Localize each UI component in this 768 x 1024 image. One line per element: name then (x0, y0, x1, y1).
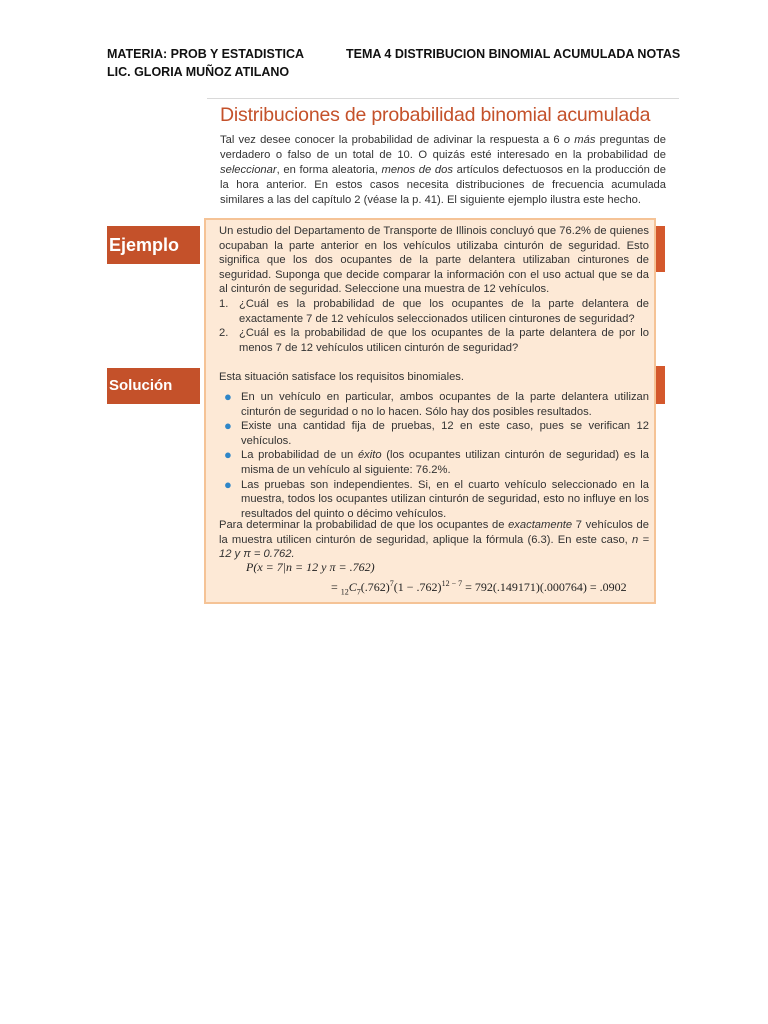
final-text-2: 7 vehículos de la muestra utilicen cinturón de seguridad, aplique la fórmula (6.3). En este caso, (219, 519, 649, 546)
bullet-dot-icon: ● (224, 389, 232, 404)
solution-final-paragraph (219, 518, 649, 562)
header-subject: MATERIA: PROB Y ESTADISTICA (107, 47, 305, 61)
example-text: Un estudio del Departamento de Transporte de Illinois concluyó que 76.2% de quienes ocupaban la parte anterior en los vehículos utilizaba cinturón de seguridad. Esto significa que los dos ocupantes de la parte delantera utilizaban cinturones de seguridad. Suponga que decide comparar la información con el uso actual que se da al cinturón de seguridad. Seleccione una muestra de 12 vehículos. (219, 225, 649, 296)
header-topic: TEMA 4 DISTRIBUCION BINOMIAL ACUMULADA NOTAS (346, 47, 681, 61)
solution-accent-bar (656, 366, 665, 404)
formula-q-term: (1 − .762) (393, 580, 442, 594)
bullet-item (219, 419, 649, 448)
intro-emphasis-1: o más (563, 134, 596, 146)
bullet-item (219, 448, 649, 477)
formula-line-1 (246, 560, 375, 575)
bullet-text-end: (los ocupantes utilizan cinturón de seguridad) es la misma de un vehículo al siguiente: 76.2%. (241, 449, 649, 476)
section-title: Distribuciones de probabilidad binomial acumulada (220, 104, 651, 126)
intro-text-3: , en forma aleatoria, (276, 164, 382, 176)
formula-q-exp: 12 − 7 (441, 579, 463, 588)
bullet-text: En un vehículo en particular, ambos ocupantes de la parte delantera utilizan cinturón de seguridad o no lo hacen. Sólo hay dos posibles resultados. (241, 391, 649, 418)
question-number: 1. (219, 298, 229, 310)
question-text: ¿Cuál es la probabilidad de que los ocupantes de la parte delantera de exactamente 7 de 12 vehículos seleccionados utilicen cinturones de seguridad? (239, 298, 649, 325)
final-params: n = 12 y π = 0.762. (219, 533, 649, 561)
bullet-text: Las pruebas son independientes. Si, en el cuarto vehículo seleccionado en la muestra, todos los ocupantes utilizan cinturón de seguridad, esto no influye en los resultados del quinto o décimo vehículos. (241, 478, 649, 520)
solution-lead: Esta situación satisface los requisitos binomiales. (219, 371, 464, 383)
formula-probability: P(x = 7|n = 12 y π = .762) (246, 560, 375, 574)
top-divider (207, 98, 679, 99)
intro-emphasis-2: seleccionar (220, 164, 277, 176)
final-emphasis: exactamente (508, 519, 573, 531)
bullet-text: Existe una cantidad fija de pruebas, 12 en este caso, pues se verifican 12 vehículos. (241, 420, 649, 447)
question-list (219, 297, 649, 355)
formula-k-sub: 7 (356, 587, 361, 597)
formula-result: = 792(.149171)(.000764) = .0902 (462, 580, 627, 594)
question-text: ¿Cuál es la probabilidad de que los ocupantes de la parte delantera de por lo menos 7 de 12 vehículos utilicen cinturón de seguridad? (239, 327, 649, 354)
question-number: 2. (219, 327, 229, 340)
bullet-dot-icon: ● (224, 447, 232, 463)
bullet-dot-icon: ● (224, 418, 232, 434)
intro-paragraph (220, 133, 666, 208)
intro-text-1: Tal vez desee conocer la probabilidad de adivinar la respuesta a 6 (220, 134, 564, 146)
formula-equals: = (331, 580, 341, 594)
bullet-dot-icon: ● (224, 476, 232, 492)
formula-line-2 (331, 579, 627, 596)
example-accent-bar (656, 226, 665, 272)
question-item (219, 326, 649, 355)
bullet-item (219, 478, 649, 522)
final-text-1: Para determinar la probabilidad de que los ocupantes de (219, 519, 509, 531)
header-instructor: LIC. GLORIA MUÑOZ ATILANO (107, 65, 290, 79)
bullet-item (219, 390, 649, 419)
question-item (219, 297, 649, 326)
formula-n-sub: 12 (340, 587, 349, 597)
formula-p-exp: 7 (389, 579, 394, 588)
intro-text-4: artículos defectuosos en la producción de la hora anterior. En estos casos necesita distribuciones de frecuencia acumulada similares a las del capítulo 2 (véase la p. 41). El siguiente ejemplo ilustra este hecho. (220, 164, 666, 206)
intro-text-2: preguntas de verdadero o falso de un total de 10. O quizás esté interesado en la probabilidad de (220, 134, 667, 161)
solution-tag: Solución (107, 368, 200, 404)
solution-bullet-list (219, 390, 649, 521)
formula-combination: C (348, 580, 357, 594)
intro-emphasis-3: menos de dos (381, 164, 453, 176)
bullet-text: La probabilidad de un (241, 449, 358, 462)
bullet-emphasis: éxito (357, 449, 382, 462)
example-tag: Ejemplo (107, 226, 200, 264)
formula-p-term: (.762) (360, 580, 390, 594)
